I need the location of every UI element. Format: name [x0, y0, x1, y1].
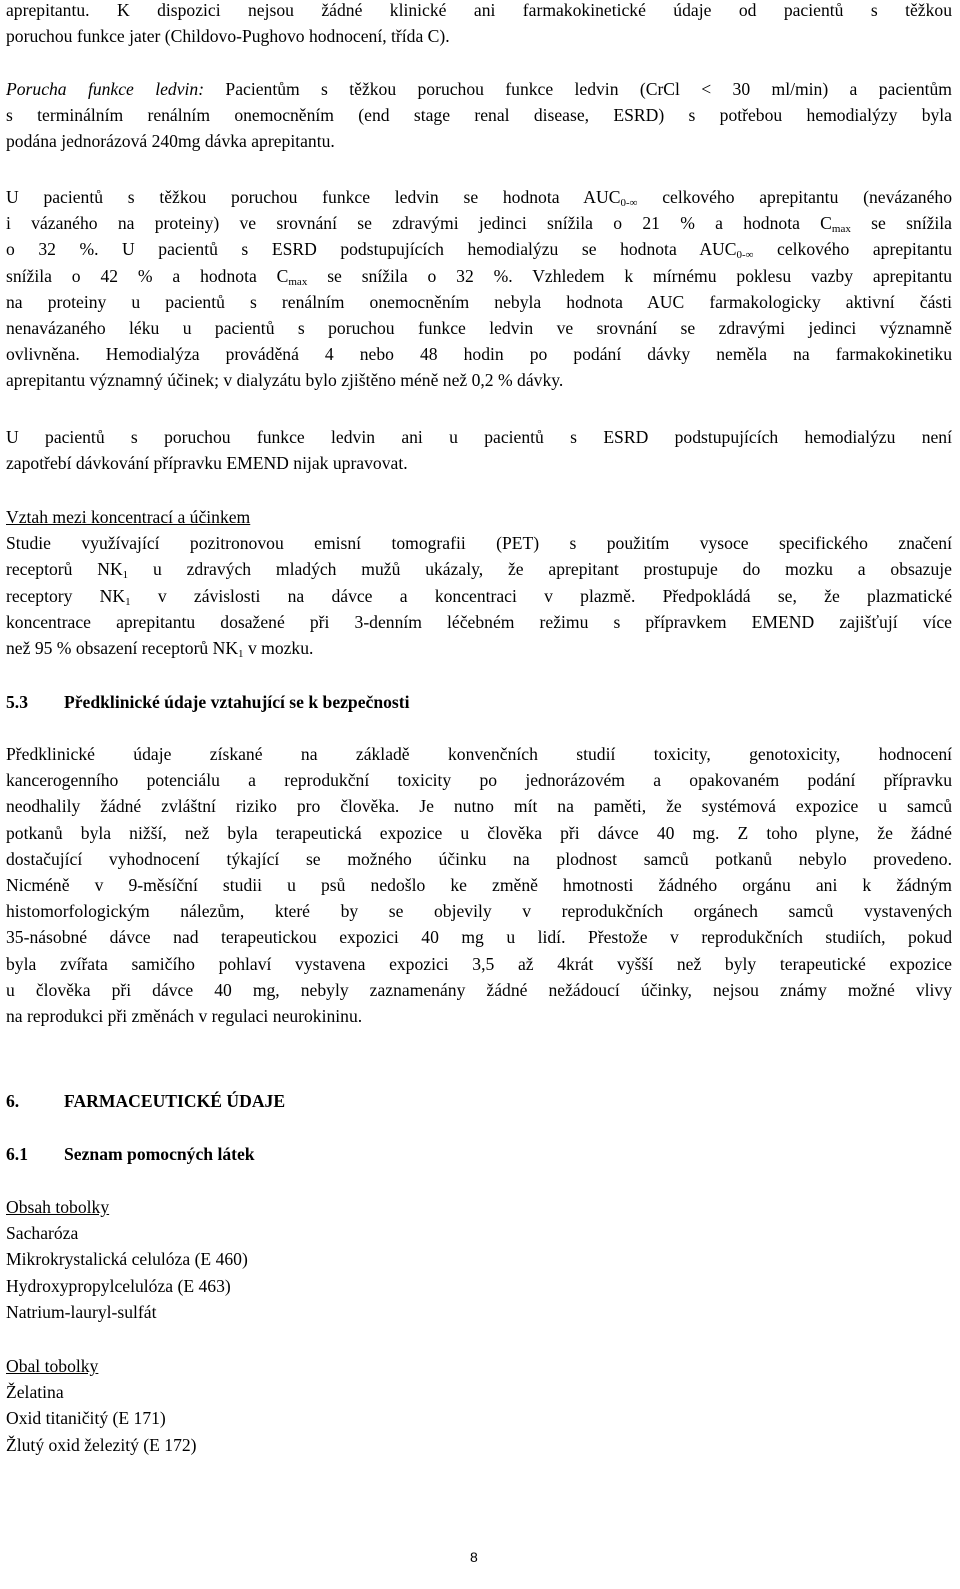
text-line: zapotřebí dávkování přípravku EMEND nijak upravovat. [6, 453, 408, 474]
text-span: v závislosti na dávce a koncentraci v plazmě. Předpokládá se, že plazmatické [130, 585, 953, 606]
text-line: ovlivněna. Hemodialýza prováděná 4 nebo 48 hodin po podání dávky neměla na farmakokinetiku [6, 344, 952, 365]
text-span: celkového aprepitantu [753, 239, 952, 260]
section-title: FARMACEUTICKÉ ÚDAJE [64, 1091, 286, 1111]
list-item: Žlutý oxid železitý (E 172) [6, 1434, 197, 1455]
text-line: kancerogenního potenciálu a reprodukční toxicity po jednorázovém a opakovaném podání přípravku [6, 770, 952, 791]
text-span: receptorů NK [6, 559, 123, 580]
text-span: o 32 %. U pacientů s ESRD podstupujících hemodialýzu se hodnota AUC [6, 239, 737, 260]
text-span: u zdravých mladých mužů ukázaly, že aprepitant prostupuje do mozku a obsazuje [128, 559, 952, 580]
text-span: než 95 % obsazení receptorů NK [6, 638, 239, 659]
subscript: 1 [122, 569, 129, 582]
list-item: Oxid titaničitý (E 171) [6, 1408, 166, 1429]
text-line: na proteiny u pacientů s renálním onemocněním nebyla hodnota AUC farmakologicky aktivní části [6, 291, 952, 312]
text-span: se snížila o 32 %. Vzhledem k mírnému poklesu vazby aprepitantu [307, 265, 952, 286]
text-line: na reprodukci při změnách v regulaci neurokininu. [6, 1006, 363, 1027]
section-number: 6.1 [6, 1144, 28, 1164]
capsule-content-list [6, 1194, 248, 1325]
concentration-effect-heading: Vztah mezi koncentrací a účinkem [6, 507, 251, 527]
subscript: 1 [238, 648, 244, 661]
text-line: potkanů byla nižší, než byla terapeutická expozice u člověka při dávce 40 mg. Z toho plyne, že žádné [6, 822, 952, 843]
text-line: poruchou funkce jater (Childovo-Pughovo hodnocení, třída C). [6, 26, 450, 47]
section-number: 6. [6, 1091, 20, 1111]
text-span: v mozku. [243, 638, 314, 659]
subscript: max [831, 223, 851, 236]
list-item: Hydroxypropylcelulóza (E 463) [6, 1275, 231, 1296]
capsule-shell-heading: Obal tobolky [6, 1356, 99, 1376]
text-line: Studie využívající pozitronovou emisní tomografii (PET) s použitím vysoce specifického značení [6, 533, 952, 554]
section-title: Předklinické údaje vztahující se k bezpečnosti [64, 692, 410, 712]
text-line: histomorfologickým nálezům, které by se objevily v reprodukčních orgánech samců vystavených [6, 901, 952, 922]
page-number: 8 [470, 1549, 478, 1565]
text-span: celkového aprepitantu (nevázaného [637, 187, 952, 207]
text-line: aprepitantu významný účinek; v dialyzátu bylo zjištěno méně než 0,2 % dávky. [6, 370, 564, 391]
capsule-shell-list [6, 1353, 197, 1458]
text-line: byla zvířata samičího pohlaví vystavena expozici 3,5 až 4krát vyšší než byly terapeutické expozice [6, 953, 952, 974]
text-line: Předklinické údaje získané na základě konvenčních studií toxicity, genotoxicity, hodnocení [6, 744, 952, 764]
text-line: dostačující vyhodnocení týkající se možného účinku na plodnost samců potkanů nebylo provedeno. [6, 848, 952, 869]
text-span: se snížila [850, 213, 952, 234]
text-span: Pacientům s těžkou poruchou funkce ledvin (CrCl < 30 ml/min) a pacientům [204, 79, 952, 99]
section-6-1-heading [6, 1141, 952, 1167]
continuation-paragraph [6, 0, 952, 49]
renal-heading: Porucha funkce ledvin: [6, 79, 205, 99]
text-span: U pacientů s těžkou poruchou funkce ledvin se hodnota AUC [6, 187, 621, 207]
text-line: s terminálním renálním onemocněním (end stage renal disease, ESRD) s potřebou hemodialýzy byla [6, 105, 952, 126]
subscript: max [288, 275, 308, 288]
list-item: Mikrokrystalická celulóza (E 460) [6, 1249, 248, 1270]
section-6-heading [6, 1088, 952, 1114]
text-span: snížila o 42 % a hodnota C [6, 265, 289, 286]
text-line: Nicméně v 9-měsíční studii u psů nedošlo ke změně hmotnosti žádného orgánu ani k žádným [6, 875, 952, 896]
subscript: 1 [125, 595, 131, 608]
list-item: Sacharóza [6, 1223, 79, 1244]
capsule-content-heading: Obsah tobolky [6, 1197, 110, 1217]
text-line: u člověka při dávce 40 mg, nebyly zaznamenány žádné nežádoucí účinky, nejsou známy možné vlivy [6, 979, 952, 1000]
renal-paragraph [6, 76, 952, 155]
text-span: receptory NK [6, 585, 126, 606]
text-line: aprepitantu. K dispozici nejsou žádné klinické ani farmakokinetické údaje od pacientů s těžkou [6, 0, 952, 20]
text-line: U pacientů s poruchou funkce ledvin ani u pacientů s ESRD podstupujících hemodialýzu není [6, 427, 952, 447]
text-line: podána jednorázová 240mg dávka aprepitantu. [6, 131, 335, 152]
list-item: Želatina [6, 1382, 64, 1403]
subscript: 0-∞ [620, 197, 638, 209]
section-title: Seznam pomocných látek [64, 1144, 255, 1164]
list-item: Natrium-lauryl-sulfát [6, 1301, 157, 1322]
text-line: nenavázaného léku u pacientů s poruchou funkce ledvin ve srovnání se zdravými jedinci významně [6, 318, 952, 339]
renal-pk-paragraph [6, 184, 952, 394]
text-line: 35-násobné dávce nad terapeutickou expozici 40 mg u lidí. Přestože v reprodukčních studiích, pokud [6, 927, 952, 948]
preclinical-paragraph [6, 741, 952, 1029]
renal-dosing-paragraph [6, 424, 952, 476]
section-number: 5.3 [6, 692, 28, 712]
section-5-3-heading [6, 689, 952, 715]
text-line: koncentrace aprepitantu dosažené při 3-denním léčebném režimu s přípravkem EMEND zajišťují více [6, 611, 952, 632]
concentration-effect-paragraph [6, 504, 952, 661]
text-span: i vázaného na proteiny) ve srovnání se zdravými jedinci snížila o 21 % a hodnota C [6, 213, 832, 234]
text-line: neodhalily žádné zvláštní riziko pro člověka. Je nutno mít na paměti, že systémová expozice u samců [6, 796, 952, 817]
subscript: 0-∞ [736, 249, 754, 262]
